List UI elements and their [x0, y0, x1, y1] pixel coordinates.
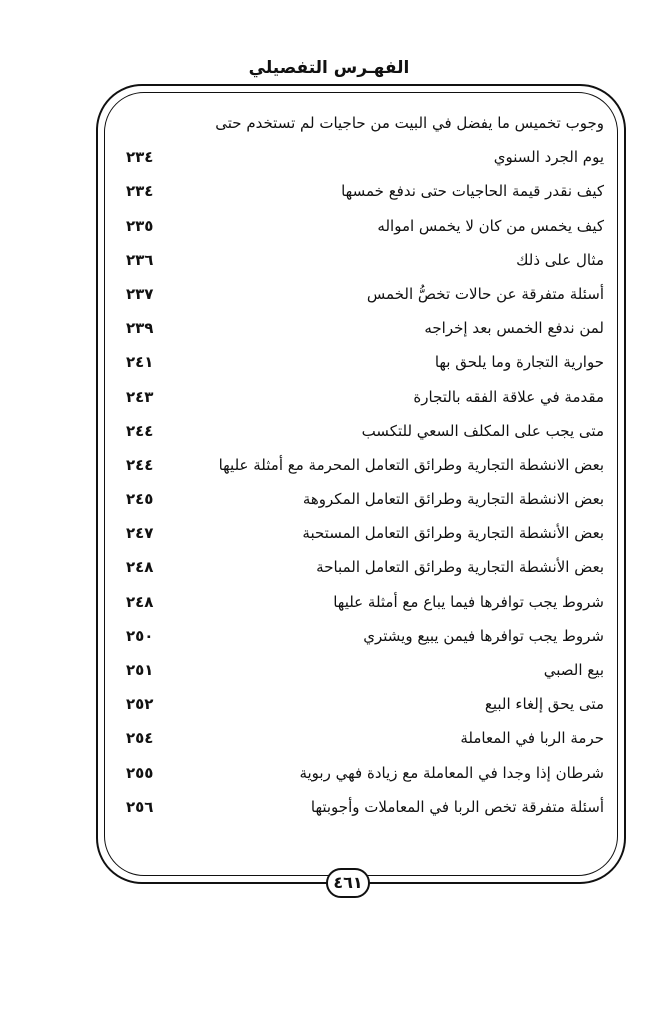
toc-entry — [112, 691, 612, 725]
toc-entry-title: لمن ندفع الخمس بعد إخراجه — [424, 319, 604, 338]
toc-entry-title: حوارية التجارة وما يلحق بها — [434, 353, 604, 372]
toc-entry-title: أسئلة متفرقة تخص الربا في المعاملات وأجوبتها — [310, 797, 604, 816]
toc-entry-page: ٢٤٤ — [126, 455, 154, 474]
toc-entry-page: ٢٤٥ — [126, 490, 154, 509]
toc-entry-title: مثال على ذلك — [516, 250, 604, 269]
toc-entry-page: ٢٣٥ — [126, 216, 154, 235]
toc-entry — [112, 520, 612, 554]
toc-entry-page: ٢٥٠ — [126, 626, 154, 645]
toc-entry — [112, 178, 612, 212]
toc-entry-title: بعض الأنشطة التجارية وطرائق التعامل المستحبة — [302, 524, 604, 543]
toc-entry — [112, 247, 612, 281]
toc-entry — [112, 623, 612, 657]
toc-entry-title: بعض الانشطة التجارية وطرائق التعامل المحرمة مع أمثلة عليها — [218, 455, 604, 474]
toc-entry — [112, 213, 612, 247]
toc-entry-page: ٢٣٦ — [126, 250, 154, 269]
toc-entry-page: ٢٥٥ — [126, 763, 154, 782]
toc-entry-page: ٢٥١ — [126, 661, 154, 679]
toc-entry — [112, 418, 612, 452]
toc-entry — [112, 589, 612, 623]
toc-entry-title: شروط يجب توافرها فيما يباع مع أمثلة عليها — [333, 592, 604, 611]
toc-entry — [112, 144, 612, 178]
toc-entry-title: مقدمة في علاقة الفقه بالتجارة — [413, 387, 604, 406]
toc-entry-title: بيع الصبي — [543, 661, 604, 679]
toc-entry — [112, 452, 612, 486]
toc-entry-page: ٢٤١ — [126, 353, 154, 372]
toc-entry-page: ٢٥٤ — [126, 729, 154, 748]
toc-entry — [112, 110, 612, 144]
toc-entry-page: ٢٤٨ — [126, 592, 154, 611]
toc-entry — [112, 725, 612, 759]
toc-entry-title: شرطان إذا وجدا في المعاملة مع زيادة فهي ربوية — [299, 763, 604, 782]
toc-entry — [112, 384, 612, 418]
toc-entry-page: ٢٥٢ — [126, 695, 154, 714]
toc-entry-title: بعض الانشطة التجارية وطرائق التعامل المكروهة — [302, 490, 604, 509]
toc-entry — [112, 281, 612, 315]
toc-entry — [112, 315, 612, 349]
toc-entry-page: ٢٤٣ — [126, 387, 154, 406]
toc-entry-title: متى يحق إلغاء البيع — [484, 695, 604, 714]
toc-entry-page: ٢٣٧ — [126, 284, 154, 303]
toc-entry-title: وجوب تخميس ما يفضل في البيت من حاجيات لم تستخدم حتى — [215, 114, 604, 132]
toc-entry-title: كيف يخمس من كان لا يخمس امواله — [377, 216, 604, 235]
toc-entry-page: ٢٣٤ — [126, 148, 154, 167]
toc-entry — [112, 349, 612, 383]
toc-entry-page: ٢٣٩ — [126, 319, 154, 338]
toc-entry — [112, 794, 612, 828]
toc-entry-page: ٢٤٤ — [126, 421, 154, 440]
toc-entry — [112, 486, 612, 520]
page-number-badge: ٤٦١ — [326, 868, 370, 898]
toc-entry — [112, 760, 612, 794]
toc-entry-title: حرمة الربا في المعاملة — [460, 729, 604, 748]
toc-entry-title: بعض الأنشطة التجارية وطرائق التعامل المباحة — [316, 558, 604, 577]
toc-entry-title: شروط يجب توافرها فيمن يبيع ويشتري — [363, 626, 604, 645]
toc-entry-title: أسئلة متفرقة عن حالات تخصُّ الخمس — [366, 284, 604, 303]
toc-entry-page: ٢٣٤ — [126, 182, 154, 201]
table-of-contents — [112, 110, 612, 870]
toc-entry-title: متى يجب على المكلف السعي للتكسب — [361, 421, 604, 440]
toc-entry — [112, 554, 612, 588]
toc-entry-title: يوم الجرد السنوي — [493, 148, 604, 167]
toc-entry — [112, 657, 612, 691]
page-header: الفهـرس التفصيلي — [248, 58, 410, 78]
toc-entry-page: ٢٤٧ — [126, 524, 154, 543]
toc-entry-title: كيف نقدر قيمة الحاجيات حتى ندفع خمسها — [341, 182, 604, 201]
toc-entry-page: ٢٥٦ — [126, 797, 154, 816]
toc-entry-page: ٢٤٨ — [126, 558, 154, 577]
